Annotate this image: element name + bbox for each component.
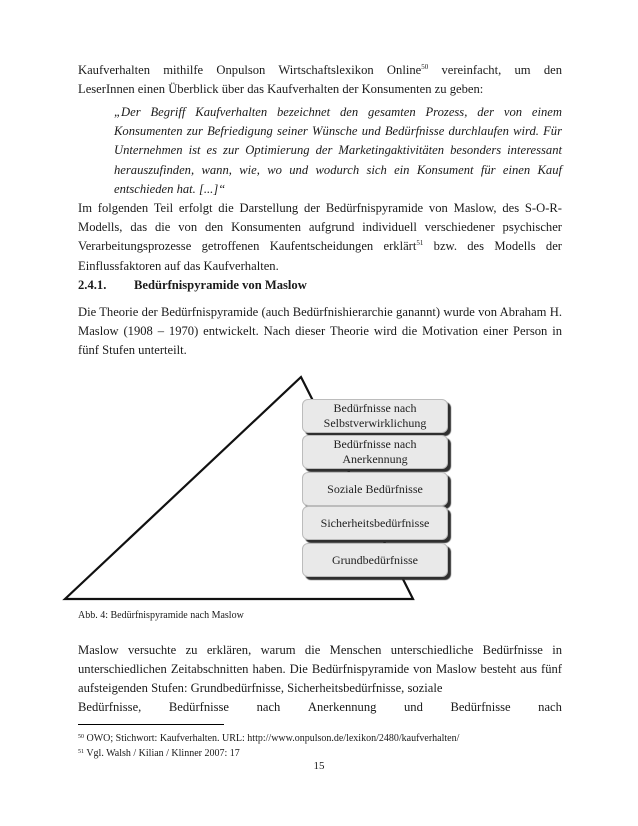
intro-line-2: LeserInnen einen Überblick über das Kaufverhalten der Konsumenten zu geben: [78, 82, 484, 96]
footnote-text: Vgl. Walsh / Kilian / Klinner 2007: 17 [84, 748, 240, 759]
pyramid-tier-esteem: Bedürfnisse nach Anerkennung [302, 435, 448, 469]
footnote-ref-50: 50 [421, 63, 429, 71]
block-quote: „Der Begriff Kaufverhalten bezeichnet den gesamten Prozess, der von einem Konsumenten zur Befriedigung seiner Wünsche und Bedürfnisse durchlaufen wird. Für Unternehmen ist es zur Optimierung der Marketingaktivitäten besonders interessant herauszufinden, wann, wie, wo und wodurch sich ein Konsument für einen Kauf entschieden hat. [...]“ [114, 105, 562, 196]
intro-text-b: vereinfacht, um den [428, 63, 562, 77]
footnote-divider [78, 724, 224, 725]
paragraph-maslow-theory: Die Theorie der Bedürfnispyramide (auch Bedürfnishierarchie ganannt) wurde von Abraham H. Maslow (1908 – 1970) entwickelt. Nach dieser Theorie wird die Motivation einer Person in fünf Stufen unterteilt. [78, 305, 562, 358]
word: Bedürfnisse [450, 700, 511, 714]
intro-text-a: Kaufverhalten mithilfe Onpulson Wirtschaftslexikon Online [78, 63, 422, 77]
pyramid-tier-social: Soziale Bedürfnisse [302, 472, 448, 506]
word: nach [256, 700, 281, 714]
paragraph-text-a: Im folgenden Teil erfolgt die Darstellung der Bedürfnispyramide von Maslow, des S-O-R-Modells, das die von den Konsumenten aufgrund individuell verschiedener psychischer Verarbeitungsprozesse getroffenen Kaufentscheidungen erklärt [78, 201, 562, 254]
pyramid-tier-safety: Sicherheitsbedürfnisse [302, 506, 448, 540]
figure-caption: Abb. 4: Bedürfnispyramide nach Maslow [78, 610, 244, 621]
footnote-number: 50 [78, 734, 84, 740]
page-number: 15 [313, 760, 325, 772]
footnote-number: 51 [78, 749, 84, 755]
word: Bedürfnisse, [78, 700, 142, 714]
pyramid-tier-self-actualization: Bedürfnisse nach Selbstverwirklichung [302, 399, 448, 433]
section-number: 2.4.1. [78, 278, 107, 292]
footnote-ref-51: 51 [416, 239, 424, 248]
word: und [404, 700, 423, 714]
footnote-51 [78, 748, 240, 759]
word: Anerkennung [307, 700, 377, 714]
section-title: Bedürfnispyramide von Maslow [134, 278, 307, 292]
word: Bedürfnisse [168, 700, 230, 714]
paragraph-last-line [78, 698, 562, 717]
footnote-text: OWO; Stichwort: Kaufverhalten. URL: http://www.onpulson.de/lexikon/2480/kaufverhalten/ [84, 733, 460, 744]
word: nach [538, 700, 562, 714]
pyramid-tier-physiological: Grundbedürfnisse [302, 543, 448, 577]
paragraph-text-b: bzw. des Modells der Einflussfaktoren auf das Kaufverhalten. [78, 239, 562, 273]
footnote-50 [78, 733, 459, 744]
paragraph-maslow-explanation: Maslow versuchte zu erklären, warum die Menschen unterschiedliche Bedürfnisse in unterschiedlichen Zeitabschnitten haben. Die Bedürfnispyramide von Maslow besteht aus fünf aufsteigenden Stufen: Grundbedürfnisse, Sicherheitsbedürfnisse, soziale [78, 643, 562, 696]
